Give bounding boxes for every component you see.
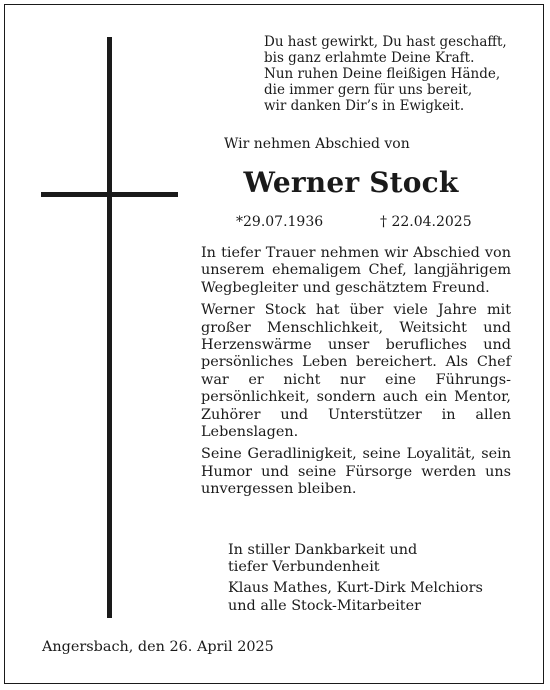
gratitude-line: In stiller Dankbarkeit und [228,542,418,558]
death-date: † 22.04.2025 [380,214,472,230]
cross-vertical-bar [107,37,112,618]
poem-line: Du hast gewirkt, Du hast geschafft, [264,34,507,50]
tribute-paragraph: Seine Geradlinigkeit, seine Loyalität, sein Humor und seine Fürsorge werden uns unvergessen bleiben. [201,446,511,498]
deceased-name: Werner Stock [243,166,459,199]
poem-line: die immer gern für uns bereit, [264,82,473,98]
poem-line: bis ganz erlahmte Deine Kraft. [264,50,475,66]
tribute-paragraph: Werner Stock hat über viele Jahre mit großer Menschlichkeit, Weitsicht und Herzenswärme unser berufliches und persönliches Leben bereichert. Als Chef war er nicht nur eine Führungspersönlichkeit, sondern auch ein Mentor, Zuhörer und Unterstützer in allen Lebenslagen. [201,302,511,441]
farewell-intro: Wir nehmen Abschied von [224,136,410,152]
cross-horizontal-bar [41,192,178,197]
signatories: Klaus Mathes, Kurt-Dirk Melchiors [228,580,483,597]
tribute-text [201,245,511,504]
poem [264,34,534,114]
signatories: und alle Stock-Mitarbeiter [228,597,421,614]
gratitude-line: tiefer Verbundenheit [228,559,380,576]
place-and-date: Angersbach, den 26. April 2025 [42,639,274,655]
poem-line: Nun ruhen Deine fleißigen Hände, [264,66,501,82]
birth-date: *29.07.1936 [236,214,324,230]
tribute-paragraph: In tiefer Trauer nehmen wir Abschied von unserem ehemaligem Chef, langjährigem Wegbegleiter und geschätztem Freund. [201,245,511,296]
signature-block [228,542,518,615]
poem-line: wir danken Dir’s in Ewigkeit. [264,98,465,114]
obituary-notice [4,4,544,684]
